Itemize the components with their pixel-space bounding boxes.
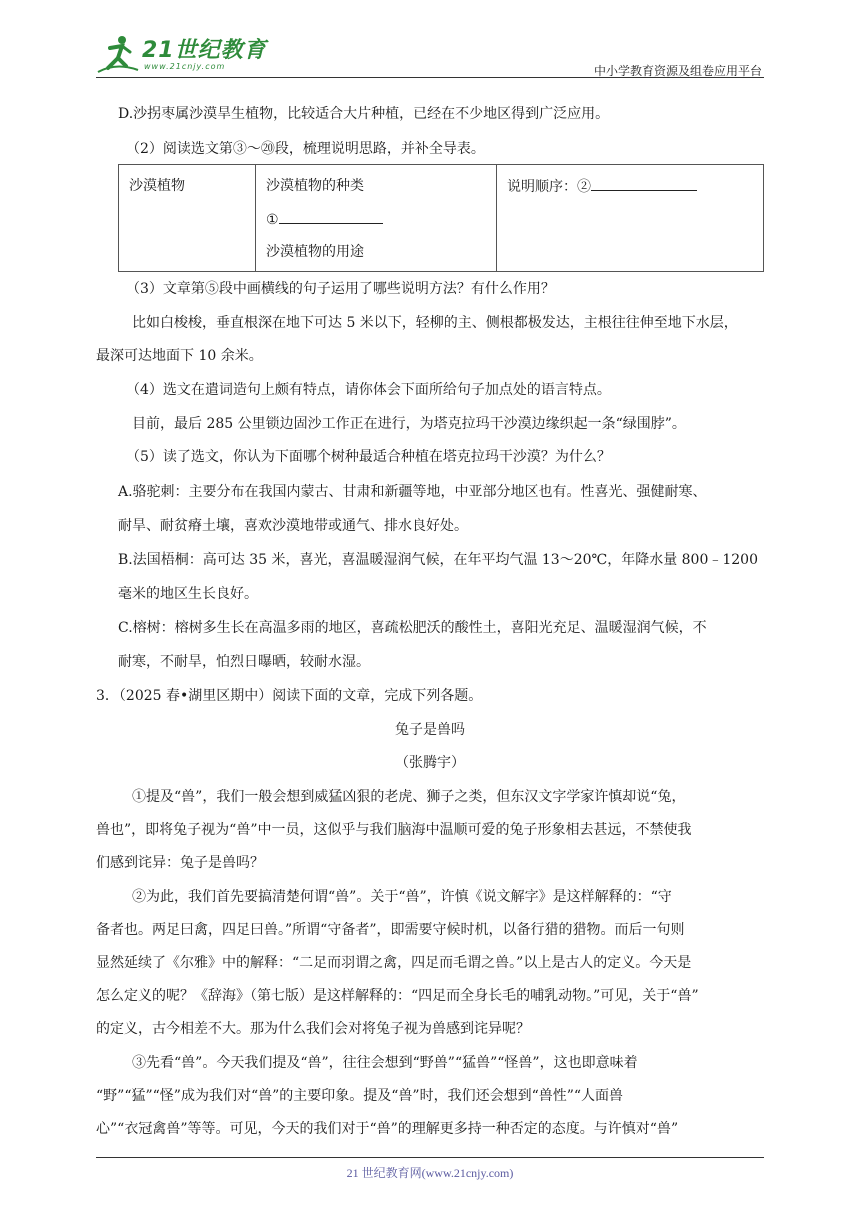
question-2-4: （4）选文在遣词造句上颇有特点，请你体会下面所给句子加点处的语言特点。 — [126, 382, 611, 398]
option-c-cont: 耐寒，不耐旱，怕烈日曝晒，较耐水湿。 — [118, 654, 370, 670]
option-b: B.法国梧桐：高可达 35 米，喜光，喜温暖湿润气候，在年平均气温 13～20℃，年降水量 800﹣1200 — [118, 552, 758, 568]
question-2-2: （2）阅读选文第③～⑳段，梳理说明思路，并补全导表。 — [126, 141, 485, 157]
blank-1-marker: ① — [266, 212, 279, 228]
option-a-cont: 耐旱、耐贫瘠土壤，喜欢沙漠地带或通气、排水良好处。 — [118, 518, 468, 534]
paragraph-3: “野”“猛”“怪”成为我们对“兽”的主要印象。提及“兽”时，我们还会想到“兽性”“人面兽 — [96, 1088, 624, 1104]
table-cell-types: 沙漠植物的种类 — [266, 178, 364, 194]
table-cell-uses: 沙漠植物的用途 — [266, 244, 364, 260]
option-d: D.沙拐枣属沙漠旱生植物，比较适合大片种植，已经在不少地区得到广泛应用。 — [118, 106, 610, 122]
paragraph-1: 兽也”，即将兔子视为“兽”中一员，这似乎与我们脑海中温顺可爱的兔子形象相去甚远，不禁使我 — [96, 822, 692, 838]
article-title: 兔子是兽吗 — [395, 722, 465, 738]
blank-2[interactable] — [507, 176, 697, 197]
paragraph-2: 怎么定义的呢？《辞海》（第七版）是这样解释的：“四足而全身长毛的哺乳动物。”可见，关于“兽” — [96, 988, 699, 1004]
article-author: （张腾宇） — [395, 755, 465, 771]
question-2-3: （3）文章第⑤段中画横线的句子运用了哪些说明方法？有什么作用？ — [126, 281, 555, 297]
paragraph-2: 的定义，古今相差不大。那为什么我们会对将兔子视为兽感到诧异呢？ — [96, 1021, 530, 1037]
quote-line: 目前，最后 285 公里锁边固沙工作正在进行，为塔克拉玛干沙漠边缘织起一条“绿围脖”。 — [132, 416, 686, 432]
logo-text: 21世纪教育 — [142, 38, 267, 63]
quote-line: 最深可达地面下 10 余米。 — [96, 348, 263, 364]
footer-divider — [96, 1157, 764, 1158]
blank-2-line — [591, 176, 697, 191]
option-b-cont: 毫米的地区生长良好。 — [118, 586, 258, 602]
option-c: C.榕树：榕树多生长在高温多雨的地区，喜疏松肥沃的酸性土，喜阳光充足、温暖湿润气候，不 — [118, 620, 707, 636]
paragraph-2: 备者也。两足曰禽，四足曰兽。”所谓“守备者”，即需要守候时机，以备行猎的猎物。而后一句则 — [96, 922, 685, 938]
option-a: A.骆驼刺：主要分布在我国内蒙古、甘肃和新疆等地，中亚部分地区也有。性喜光、强健耐寒、 — [118, 484, 707, 500]
paragraph-1: 们感到诧异：兔子是兽吗？ — [96, 855, 264, 871]
footer-link[interactable]: 21 世纪教育网(www.21cnjy.com) — [346, 1166, 514, 1180]
question-3-intro: 3．（2025 春•湖里区期中）阅读下面的文章，完成下列各题。 — [96, 688, 483, 704]
question-2-5: （5）读了选文，你认为下面哪个树种最适合种植在塔克拉玛干沙漠？为什么？ — [126, 449, 611, 465]
platform-name: 中小学教育资源及组卷应用平台 — [593, 64, 762, 78]
blank-1-line — [279, 209, 383, 224]
table-cell-topic: 沙漠植物 — [129, 178, 185, 194]
guide-table — [118, 164, 764, 272]
paragraph-2: 显然延续了《尔雅》中的解释：“二足而羽谓之禽，四足而毛谓之兽。”以上是古人的定义。今天是 — [96, 955, 692, 971]
paragraph-3: ③先看“兽”。今天我们提及“兽”，往往会想到“野兽”“猛兽”“怪兽”，这也即意味着 — [132, 1055, 638, 1071]
paragraph-3: 心”“衣冠禽兽”等等。可见，今天的我们对于“兽”的理解更多持一种否定的态度。与许慎对“兽” — [96, 1121, 679, 1137]
page-header — [96, 32, 764, 76]
blank-1[interactable] — [266, 209, 383, 230]
quote-line: 比如白梭梭，垂直根深在地下可达 5 米以下，轻柳的主、侧根都极发达，主根往往伸至地下水层， — [132, 315, 738, 331]
runner-logo-icon — [96, 32, 140, 76]
paragraph-2: ②为此，我们首先要搞清楚何谓“兽”。关于“兽”，许慎《说文解字》是这样解释的：“守 — [132, 889, 672, 905]
logo-url: www.21cnjy.com — [144, 62, 226, 71]
paragraph-1: ①提及“兽”，我们一般会想到威猛凶狠的老虎、狮子之类，但东汉文字学家许慎却说“兔， — [132, 789, 686, 805]
header-divider — [96, 77, 764, 78]
explain-order-label: 说明顺序：② — [507, 179, 591, 195]
